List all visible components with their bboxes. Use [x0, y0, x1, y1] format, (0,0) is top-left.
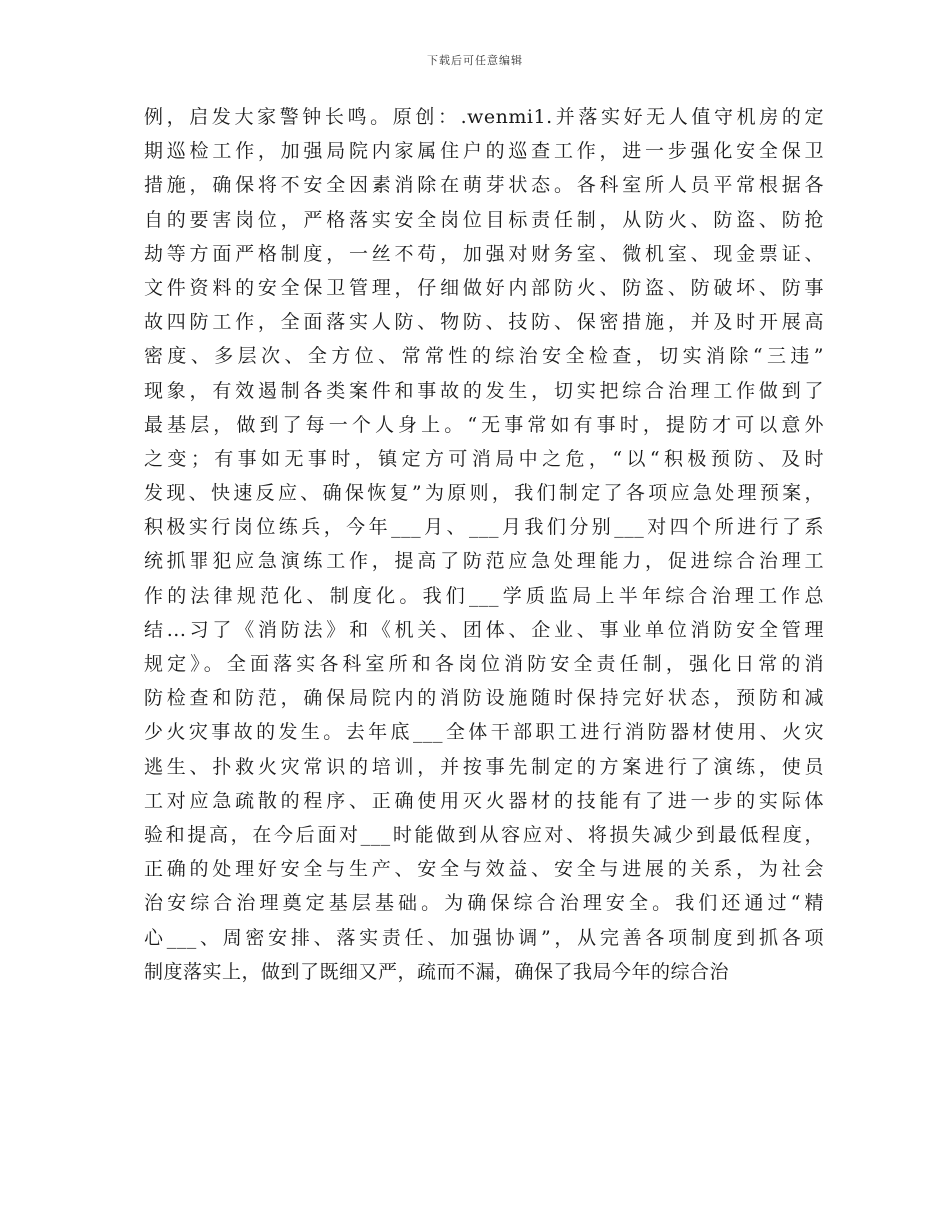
- text-line: 结...习了《消防法》和《机关、团体、企业、事业单位消防安全管理: [144, 618, 824, 641]
- document-body: [144, 100, 824, 989]
- text-line: 自的要害岗位，严格落实安全岗位目标责任制，从防火、防盗、防抢: [144, 208, 824, 231]
- text-line: 发现、快速反应、确保恢复”为原则，我们制定了各项应急处理预案，: [144, 482, 824, 505]
- text-line: 治安综合治理奠定基层基础。为确保综合治理安全。我们还通过“精: [144, 892, 824, 915]
- text-line: 故四防工作，全面落实人防、物防、技防、保密措施，并及时开展高: [144, 311, 824, 334]
- text-line: 少火灾事故的发生。去年底___全体干部职工进行消防器材使用、火灾: [144, 721, 824, 744]
- text-line: 心___、周密安排、落实责任、加强协调”，从完善各项制度到抓各项: [144, 926, 824, 949]
- text-line: 防检查和防范，确保局院内的消防设施随时保持完好状态，预防和减: [144, 687, 824, 710]
- text-line: 之变；有事如无事时，镇定方可消局中之危，“以“积极预防、及时: [144, 447, 824, 470]
- text-line: 逃生、扑救火灾常识的培训，并按事先制定的方案进行了演练，使员: [144, 755, 824, 778]
- text-line: 统抓罪犯应急演练工作，提高了防范应急处理能力，促进综合治理工: [144, 550, 824, 573]
- text-line: 期巡检工作，加强局院内家属住户的巡查工作，进一步强化安全保卫: [144, 140, 824, 163]
- page-header: 下载后可任意编辑: [427, 54, 523, 67]
- text-line: 最基层，做到了每一个人身上。“无事常如有事时，提防才可以意外: [144, 413, 824, 436]
- text-line: 制度落实上，做到了既细又严，疏而不漏，确保了我局今年的综合治: [144, 960, 730, 983]
- text-line: 积极实行岗位练兵，今年___月、___月我们分别___对四个所进行了系: [144, 516, 824, 539]
- text-line: 作的法律规范化、制度化。我们___学质监局上半年综合治理工作总: [144, 584, 824, 607]
- text-line: 正确的处理好安全与生产、安全与效益、安全与进展的关系，为社会: [144, 858, 824, 881]
- text-line: 现象，有效遏制各类案件和事故的发生，切实把综合治理工作做到了: [144, 379, 824, 402]
- text-line: 文件资料的安全保卫管理，仔细做好内部防火、防盗、防破坏、防事: [144, 276, 824, 299]
- text-line: 密度、多层次、全方位、常常性的综治安全检查，切实消除“三违”: [144, 345, 824, 368]
- text-line: 例，启发大家警钟长鸣。原创：.wenmi1.并落实好无人值守机房的定: [144, 106, 824, 128]
- text-line: 规定》。全面落实各科室所和各岗位消防安全责任制，强化日常的消: [144, 653, 824, 675]
- text-line: 劫等方面严格制度，一丝不苟，加强对财务室、微机室、现金票证、: [144, 242, 824, 265]
- text-line: 措施，确保将不安全因素消除在萌芽状态。各科室所人员平常根据各: [144, 174, 824, 197]
- text-line: 验和提高，在今后面对___时能做到从容应对、将损失减少到最低程度，: [144, 823, 824, 846]
- text-line: 工对应急疏散的程序、正确使用灭火器材的技能有了进一步的实际体: [144, 789, 824, 812]
